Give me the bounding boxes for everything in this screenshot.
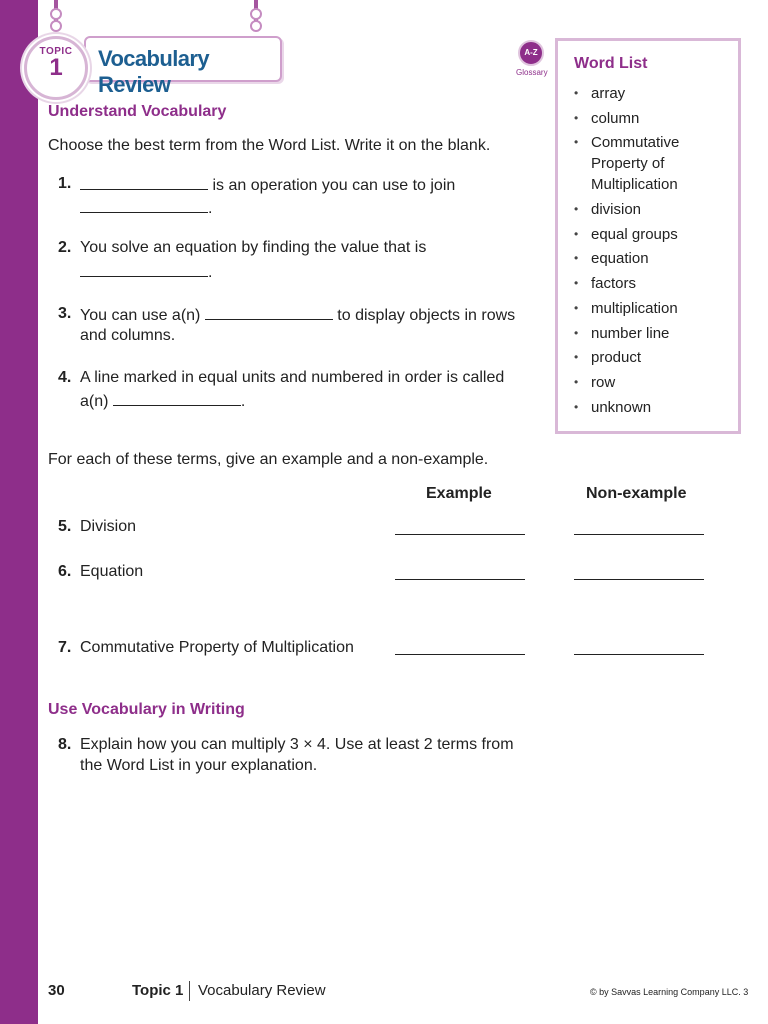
question-text: a(n): [80, 393, 109, 410]
word-list-item: • equation: [574, 248, 734, 269]
question-number: 1.: [58, 175, 72, 192]
nonexample-answer-line[interactable]: [574, 534, 704, 535]
copyright: © by Savvas Learning Company LLC. 3: [590, 987, 749, 997]
column-header-example: Example: [426, 485, 492, 502]
word-list-title: Word List: [574, 55, 648, 72]
hanger-left-decoration: [50, 0, 62, 36]
word-list-item: • product: [574, 347, 734, 368]
term-label: Division: [80, 518, 137, 535]
period: .: [208, 200, 213, 217]
question-number: 3.: [58, 305, 72, 322]
question-4-line1: A line marked in equal units and numbered in order is called: [80, 369, 505, 386]
page-title-box: [84, 36, 282, 97]
glossary-icon: A-Z: [518, 40, 544, 66]
page-number: 30: [48, 982, 65, 999]
word-list: [574, 83, 734, 421]
word-list-item: • unknown: [574, 397, 734, 418]
word-list-item: • Commutative Property of Multiplication: [574, 132, 734, 195]
glossary-link[interactable]: [516, 40, 546, 77]
term-label: Equation: [80, 563, 144, 580]
question-2-line2: [80, 262, 212, 282]
period: .: [240, 393, 246, 410]
example-answer-line[interactable]: [395, 579, 525, 580]
question-4-line2: [80, 391, 245, 411]
topic-word: TOPIC: [39, 46, 73, 57]
question-1-line2: [80, 198, 212, 218]
example-answer-line[interactable]: [395, 654, 525, 655]
question-number: 2.: [58, 239, 72, 256]
column-header-nonexample: Non-example: [586, 485, 687, 502]
word-list-item: • number line: [574, 323, 734, 344]
word-list-item: • multiplication: [574, 298, 734, 319]
left-color-bar: [0, 0, 38, 1024]
question-1-line1: [80, 175, 455, 195]
footer-topic: Topic 1: [132, 982, 184, 999]
answer-blank[interactable]: [205, 305, 333, 320]
word-list-box: [555, 38, 741, 434]
answer-blank[interactable]: [113, 391, 241, 406]
example-answer-line[interactable]: [395, 534, 525, 535]
question-number: 4.: [58, 369, 72, 386]
examples-instructions: For each of these terms, give an example and a non-example.: [48, 451, 489, 468]
hanger-right-decoration: [250, 0, 262, 36]
term-label: Commutative Property of Multiplication: [80, 639, 354, 656]
instructions-text: Choose the best term from the Word List. Write it on the blank.: [48, 137, 491, 154]
word-list-item: • row: [574, 372, 734, 393]
topic-badge: [24, 36, 88, 100]
answer-blank[interactable]: [80, 198, 208, 213]
question-number: 7.: [58, 639, 72, 656]
footer-section: Vocabulary Review: [198, 982, 326, 999]
section-heading-writing: Use Vocabulary in Writing: [48, 701, 245, 718]
question-text: is an operation you can use to join: [212, 177, 456, 194]
nonexample-answer-line[interactable]: [574, 579, 704, 580]
section-heading-understand: Understand Vocabulary: [48, 103, 227, 120]
glossary-label: Glossary: [516, 68, 548, 77]
question-number: 8.: [58, 736, 72, 753]
question-2-line1: You solve an equation by finding the value that is: [80, 239, 427, 256]
word-list-item: • equal groups: [574, 224, 734, 245]
question-8-line2: the Word List in your explanation.: [80, 757, 318, 774]
period: .: [208, 264, 213, 281]
question-number: 5.: [58, 518, 72, 535]
question-text: You can use a(n): [80, 307, 201, 324]
question-text: to display objects in rows: [337, 307, 516, 324]
question-8-line1: Explain how you can multiply 3 × 4. Use at least 2 terms from: [80, 736, 514, 753]
question-3-line2: and columns.: [80, 327, 176, 344]
footer-divider: [189, 981, 190, 1001]
question-number: 6.: [58, 563, 72, 580]
word-list-item: • column: [574, 108, 734, 129]
topic-number: 1: [49, 54, 63, 81]
page-title: Vocabulary Review: [98, 46, 209, 97]
answer-blank[interactable]: [80, 175, 208, 190]
question-3-line1: [80, 305, 515, 325]
answer-blank[interactable]: [80, 262, 208, 277]
word-list-item: • array: [574, 83, 734, 104]
nonexample-answer-line[interactable]: [574, 654, 704, 655]
word-list-item: • factors: [574, 273, 734, 294]
word-list-item: • division: [574, 199, 734, 220]
